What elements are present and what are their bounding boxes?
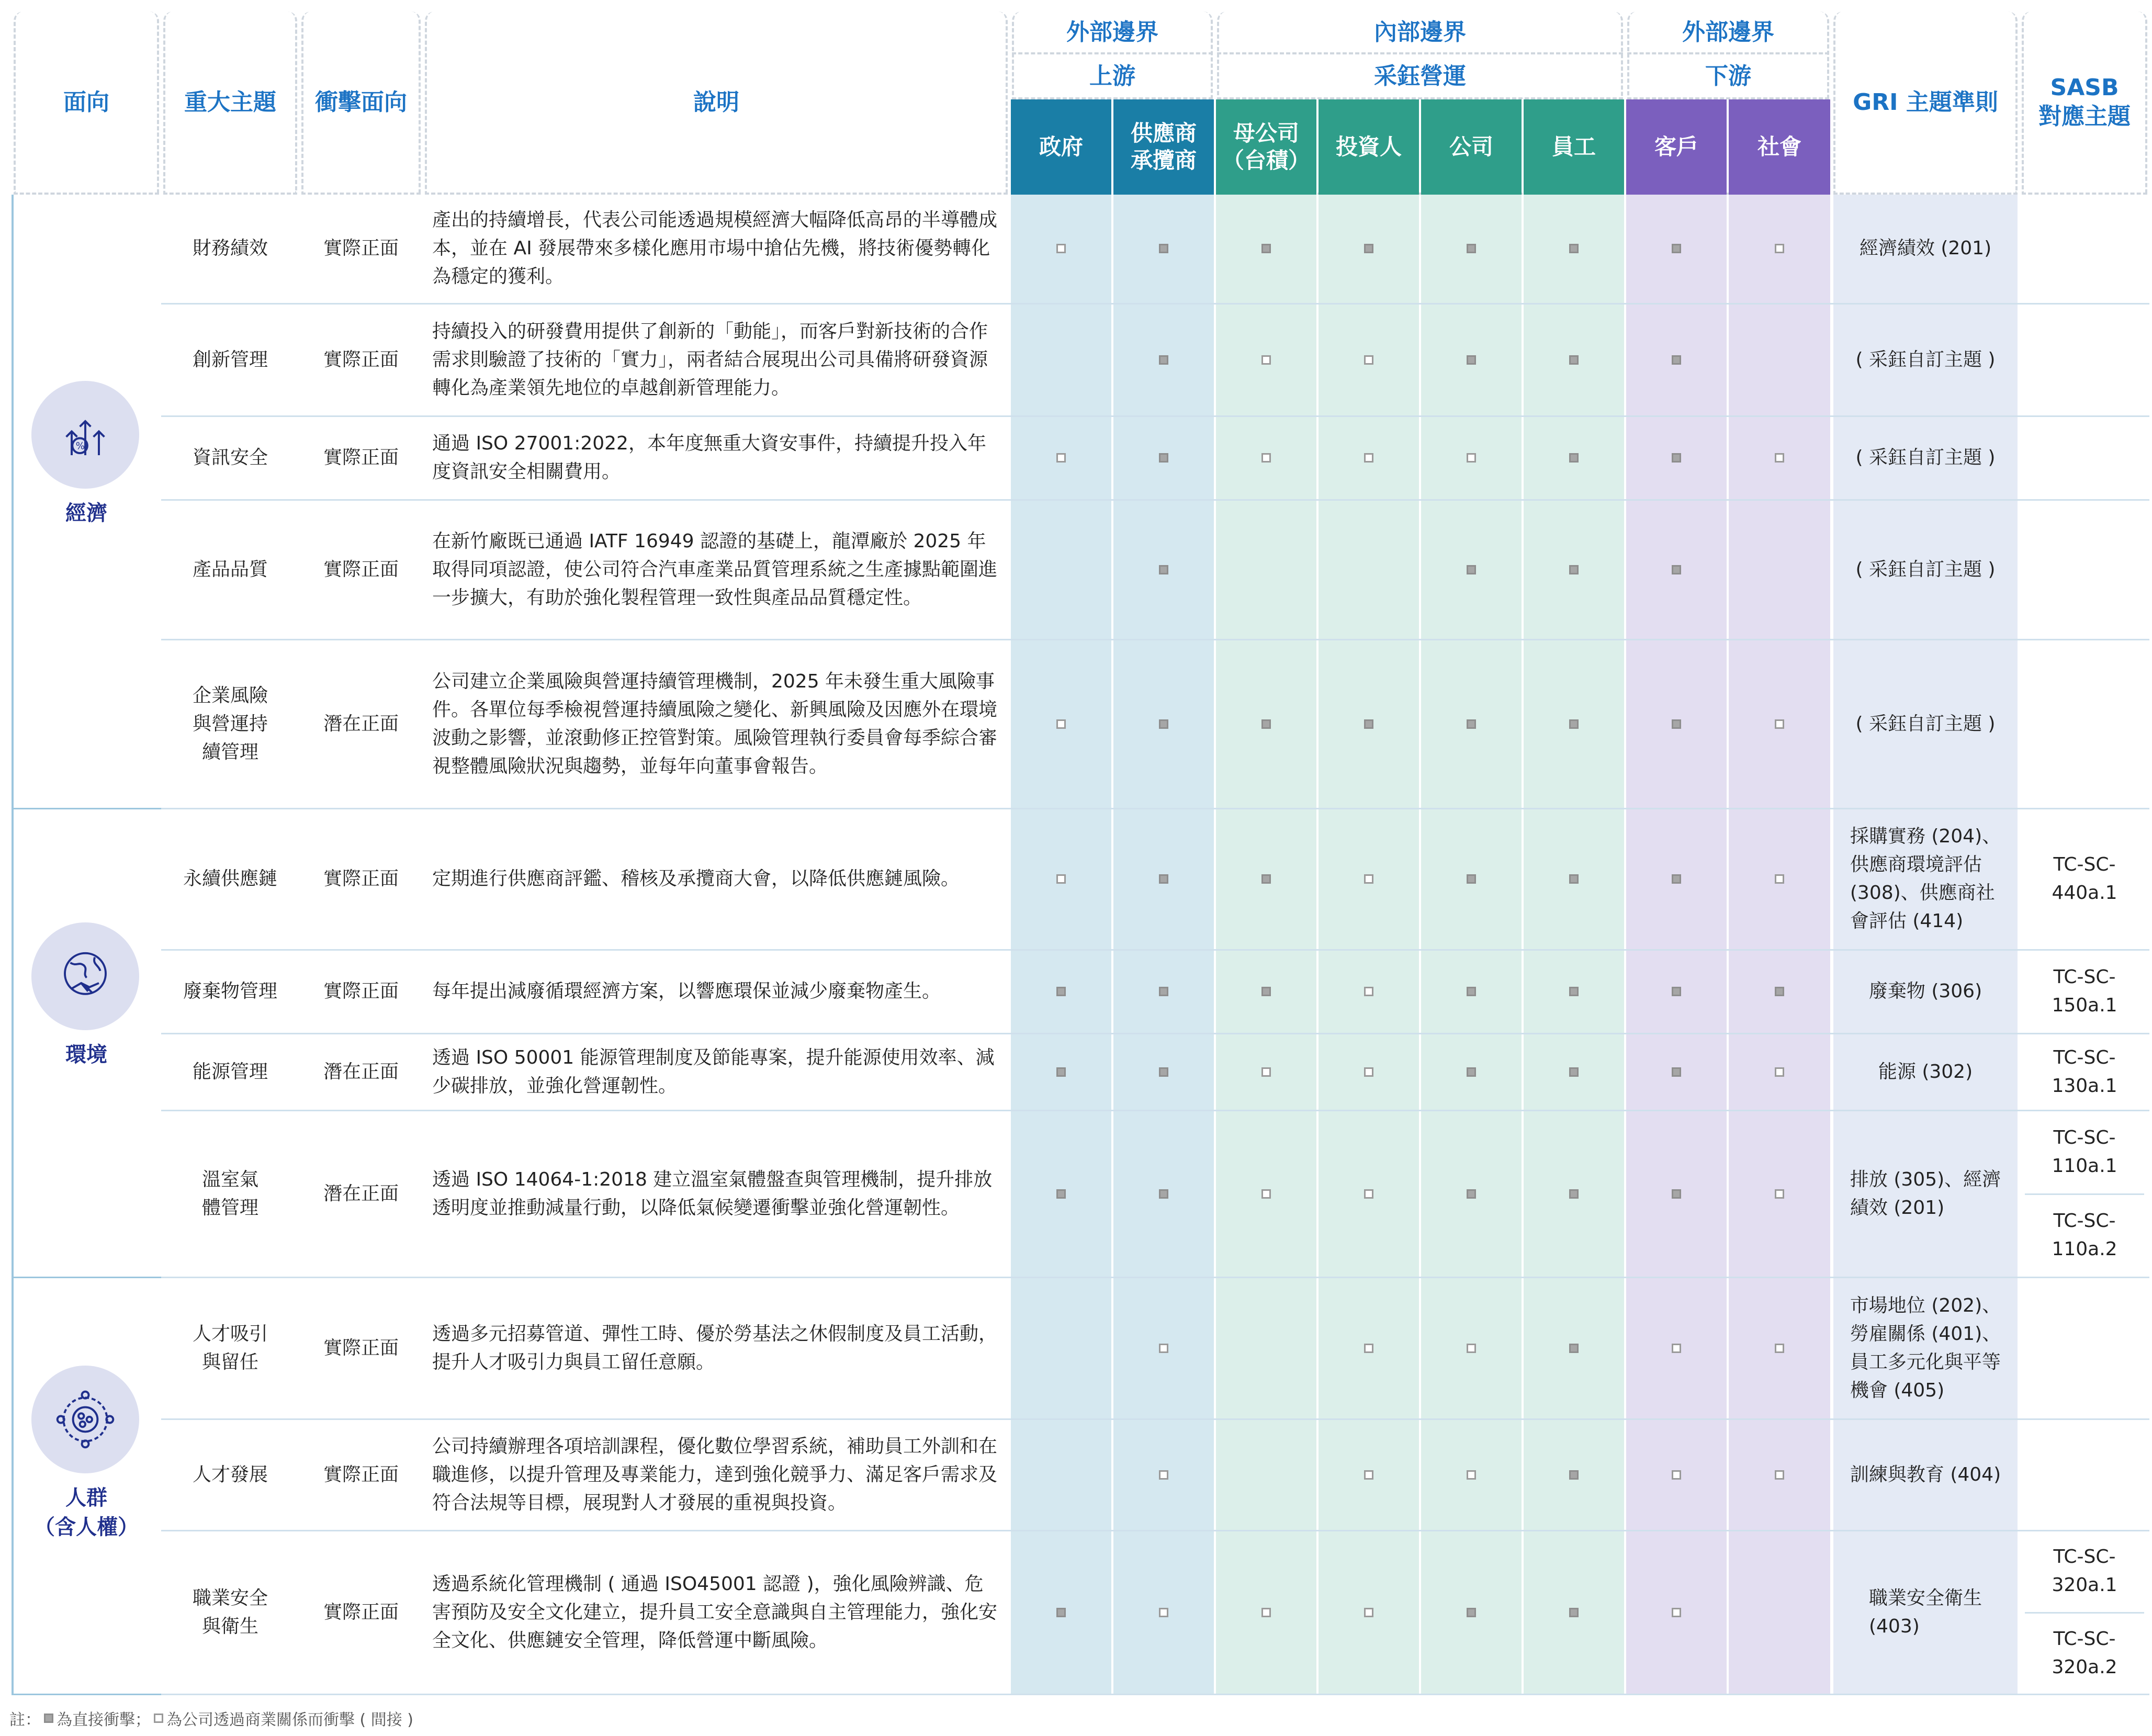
gri-cell: ( 采鈺自訂主題 ) [1855, 348, 1996, 370]
direct-impact-mark [1159, 874, 1168, 884]
description-cell: 在新竹廠既已通過 IATF 16949 認證的基礎上，龍潭廠於 2025 年取得同項認證，使公司符合汽車產業品質管理系統之生產據點範圍進一步擴大，有助於強化製程管理一致性與產品品質穩定性。 [432, 530, 998, 608]
gri-header: GRI 主題準則 [1833, 12, 2018, 195]
direct-impact-mark [1672, 1189, 1681, 1199]
indirect-impact-mark [1364, 1189, 1373, 1199]
description-cell: 持續投入的研發費用提供了創新的「動能」，而客戶對新技術的合作需求則驗證了技術的「實力」，兩者結合展現出公司具備將研發資源轉化為產業領先地位的卓越創新管理能力。 [432, 320, 988, 399]
stakeholder-column-band [1113, 99, 1214, 1694]
impact-cell: 實際正面 [323, 1463, 399, 1485]
direct-impact-mark [1261, 874, 1271, 884]
indirect-impact-mark [1775, 453, 1784, 463]
direct-impact-mark [1569, 244, 1579, 253]
impact-cell: 潛在正面 [323, 713, 399, 735]
direct-impact-mark [1569, 987, 1579, 996]
direct-impact-mark [1569, 453, 1579, 463]
direct-impact-mark [1672, 874, 1681, 884]
direct-impact-mark [1056, 987, 1066, 996]
indirect-impact-mark [1775, 1344, 1784, 1353]
direct-impact-mark [1159, 1067, 1168, 1077]
gri-cell: 採購實務 (204)、 供應商環境評估 (308)、供應商社 會評估 (414) [1850, 826, 2001, 932]
indirect-impact-mark [1364, 1608, 1373, 1617]
indirect-impact-mark [1056, 874, 1066, 884]
economy-growth-icon [31, 381, 139, 489]
indirect-impact-mark [1261, 1189, 1271, 1199]
sasb-cell: TC-SC- 150a.1 [2052, 966, 2117, 1016]
aspect-label: 環境 [65, 1043, 107, 1067]
topic-cell: 職業安全 與衛生 [192, 1587, 268, 1637]
gri-cell: ( 采鈺自訂主題 ) [1855, 713, 1996, 735]
direct-impact-mark [1569, 355, 1579, 365]
indirect-impact-mark [1261, 355, 1271, 365]
svg-text:%: % [75, 440, 85, 452]
description-header: 說明 [425, 12, 1008, 195]
impact-cell: 潛在正面 [323, 1182, 399, 1204]
stakeholder-column-band [1626, 99, 1727, 1694]
stakeholder-header: 客戶 [1626, 99, 1727, 195]
aspect-header: 面向 [14, 12, 159, 195]
impact-cell: 實際正面 [323, 1337, 399, 1359]
impact-cell: 實際正面 [323, 348, 399, 370]
description-cell: 透過多元招募管道、彈性工時、優於勞基法之休假制度及員工活動，提升人才吸引力與員工留任意願。 [432, 1323, 998, 1373]
direct-impact-mark [1467, 987, 1476, 996]
description-cell: 透過系統化管理機制 ( 通過 ISO45001 認證 )，強化風險辨識、危害預防及安全文化建立，提升員工安全意識與自主管理能力，強化安全文化、供應鏈安全管理，降低營運中斷風險。 [432, 1573, 998, 1651]
direct-impact-mark [1672, 719, 1681, 729]
sasb-cell: TC-SC- 440a.1 [2052, 854, 2117, 904]
indirect-impact-mark [1775, 719, 1784, 729]
sasb-separator [2025, 1193, 2144, 1195]
sasb-header: SASB 對應主題 [2022, 12, 2147, 195]
sasb-cell: TC-SC- 320a.2 [2052, 1628, 2117, 1678]
impact-cell: 潛在正面 [323, 1061, 399, 1083]
indirect-impact-mark [1056, 719, 1066, 729]
direct-impact-mark [1364, 244, 1373, 253]
indirect-impact-mark [1672, 1470, 1681, 1480]
gri-cell: 排放 (305)、經濟 績效 (201) [1850, 1168, 2001, 1219]
indirect-impact-mark [1467, 1470, 1476, 1480]
operations-stage-label: 采鈺營運 [1217, 54, 1623, 99]
indirect-impact-mark [1364, 453, 1373, 463]
direct-impact-mark [1672, 453, 1681, 463]
topic-cell: 永續供應鏈 [183, 868, 277, 889]
sasb-cell: TC-SC- 110a.2 [2052, 1210, 2117, 1260]
indirect-impact-mark [1261, 1067, 1271, 1077]
topic-cell: 企業風險 與營運持 續管理 [192, 684, 268, 763]
gri-cell: 市場地位 (202)、 勞雇關係 (401)、 員工多元化與平等 機會 (405) [1850, 1294, 2001, 1401]
direct-impact-mark [1467, 1067, 1476, 1077]
direct-impact-mark [1159, 719, 1168, 729]
direct-impact-mark [1159, 355, 1168, 365]
indirect-impact-mark [1364, 1344, 1373, 1353]
earth-handshake-icon [31, 922, 139, 1030]
impact-cell: 實際正面 [323, 558, 399, 580]
sasb-cell: TC-SC- 130a.1 [2052, 1046, 2117, 1097]
impact-cell: 實際正面 [323, 868, 399, 889]
direct-impact-mark [1569, 874, 1579, 884]
aspect-separator [12, 1277, 161, 1278]
direct-impact-mark [1672, 565, 1681, 574]
impact-cell: 實際正面 [323, 238, 399, 259]
direct-impact-mark [1569, 1608, 1579, 1617]
indirect-impact-legend-mark [154, 1714, 163, 1723]
impact-header: 衝擊面向 [301, 12, 421, 195]
sasb-cell: TC-SC- 320a.1 [2052, 1546, 2117, 1596]
direct-impact-mark [1364, 719, 1373, 729]
direct-impact-mark [1159, 453, 1168, 463]
gri-cell: 訓練與教育 (404) [1850, 1463, 2001, 1485]
direct-impact-mark [1261, 987, 1271, 996]
topic-cell: 能源管理 [192, 1061, 268, 1083]
aspect-label: 人群 （含人權） [34, 1485, 139, 1539]
footnote [9, 1707, 413, 1730]
indirect-impact-mark [1467, 1344, 1476, 1353]
direct-impact-mark [1775, 987, 1784, 996]
direct-impact-mark [1672, 244, 1681, 253]
stakeholder-header: 社會 [1729, 99, 1830, 195]
direct-impact-mark [1159, 987, 1168, 996]
topic-cell: 創新管理 [192, 348, 268, 370]
stakeholder-header: 投資人 [1319, 99, 1419, 195]
direct-impact-mark [1159, 1189, 1168, 1199]
direct-impact-mark [1672, 1067, 1681, 1077]
indirect-impact-mark [1056, 244, 1066, 253]
gri-cell: 能源 (302) [1878, 1061, 1973, 1083]
indirect-impact-mark [1159, 1470, 1168, 1480]
direct-impact-mark [1056, 1067, 1066, 1077]
stakeholder-header: 供應商 承攬商 [1113, 99, 1214, 195]
stakeholder-header: 員工 [1524, 99, 1624, 195]
downstream-stage-label: 下游 [1627, 54, 1829, 99]
stakeholder-header: 母公司 （台積） [1216, 99, 1316, 195]
direct-impact-mark [1569, 1470, 1579, 1480]
topic-cell: 溫室氣 體管理 [201, 1168, 258, 1219]
sasb-cell: TC-SC- 110a.1 [2052, 1126, 2117, 1177]
indirect-impact-mark [1364, 1067, 1373, 1077]
topic-cell: 財務績效 [192, 238, 268, 259]
direct-impact-mark [1056, 1189, 1066, 1199]
gri-cell: 經濟績效 (201) [1859, 238, 1992, 259]
direct-impact-mark [1569, 1344, 1579, 1353]
direct-impact-mark [1467, 1189, 1476, 1199]
direct-impact-mark [1056, 1608, 1066, 1617]
direct-impact-mark [1159, 565, 1168, 574]
description-cell: 透過 ISO 50001 能源管理制度及節能專案，提升能源使用效率、減少碳排放，並強化營運韌性。 [432, 1046, 995, 1097]
impact-cell: 實際正面 [323, 1601, 399, 1623]
aspect-separator [12, 1694, 161, 1695]
indirect-impact-mark [1775, 874, 1784, 884]
impact-cell: 實際正面 [323, 447, 399, 468]
direct-impact-mark [1569, 1189, 1579, 1199]
direct-impact-mark [1261, 244, 1271, 253]
indirect-impact-mark [1364, 1470, 1373, 1480]
footnote-prefix: 註： [9, 1711, 41, 1729]
stakeholder-column-band [1729, 99, 1830, 1694]
topic-cell: 資訊安全 [192, 447, 268, 468]
operations-boundary-label: 內部邊界 [1217, 12, 1623, 54]
stakeholder-column-band [1216, 99, 1316, 1694]
description-cell: 定期進行供應商評鑑、稽核及承攬商大會，以降低供應鏈風險。 [432, 868, 960, 889]
indirect-impact-mark [1364, 874, 1373, 884]
aspect-label: 經濟 [65, 501, 107, 525]
topic-cell: 人才吸引 與留任 [192, 1323, 268, 1373]
gri-cell: ( 采鈺自訂主題 ) [1855, 558, 1996, 580]
gri-cell: ( 采鈺自訂主題 ) [1855, 447, 1996, 468]
direct-impact-mark [1467, 355, 1476, 365]
description-cell: 公司持續辦理各項培訓課程，優化數位學習系統，補助員工外訓和在職進修，以提升管理及專業能力，達到強化競爭力、滿足客戶需求及符合法規等目標，展現對人才發展的重視與投資。 [432, 1435, 998, 1514]
topic-cell: 產品品質 [192, 558, 268, 580]
indirect-impact-mark [1056, 453, 1066, 463]
indirect-impact-mark [1467, 453, 1476, 463]
direct-impact-mark [1569, 1067, 1579, 1077]
indirect-impact-mark [1775, 244, 1784, 253]
indirect-impact-mark [1261, 453, 1271, 463]
footnote-indirect: 為公司透過商業關係而衝擊 ( 間接 ) [166, 1711, 414, 1729]
indirect-impact-mark [1261, 1608, 1271, 1617]
indirect-impact-mark [1672, 1344, 1681, 1353]
gri-cell: 廢棄物 (306) [1868, 980, 1982, 1002]
description-cell: 公司建立企業風險與營運持續管理機制，2025 年未發生重大風險事件。各單位每季檢視營運持續風險之變化、新興風險及因應外在環境波動之影響，並滾動修正控管對策。風險管理執行委員會每季綜合審視整體風險狀況與趨勢，並每年向董事會報告。 [432, 670, 998, 777]
description-cell: 通過 ISO 27001:2022，本年度無重大資安事件，持續提升投入年度資訊安全相關費用。 [432, 433, 986, 482]
indirect-impact-mark [1775, 1470, 1784, 1480]
stakeholder-column-band [1011, 99, 1111, 1694]
direct-impact-mark [1261, 719, 1271, 729]
topic-cell: 廢棄物管理 [183, 980, 277, 1002]
people-network-icon [31, 1366, 139, 1473]
direct-impact-mark [1467, 565, 1476, 574]
aspect-separator [12, 808, 161, 809]
indirect-impact-mark [1159, 1608, 1168, 1617]
sasb-separator [2025, 1612, 2144, 1614]
indirect-impact-mark [1775, 1189, 1784, 1199]
description-cell: 產出的持續增長，代表公司能透過規模經濟大幅降低高昂的半導體成本，並在 AI 發展帶來多樣化應用市場中搶佔先機，將技術優勢轉化為穩定的獲利。 [432, 209, 998, 287]
impact-cell: 實際正面 [323, 980, 399, 1002]
direct-impact-legend-mark [44, 1714, 53, 1723]
stakeholder-header: 政府 [1011, 99, 1111, 195]
direct-impact-mark [1672, 355, 1681, 365]
indirect-impact-mark [1672, 1608, 1681, 1617]
description-cell: 透過 ISO 14064-1:2018 建立溫室氣體盤查與管理機制，提升排放透明度並推動減量行動，以降低氣候變遷衝擊並強化營運韌性。 [432, 1168, 993, 1219]
stakeholder-column-band [1421, 99, 1522, 1694]
direct-impact-mark [1672, 987, 1681, 996]
direct-impact-mark [1467, 874, 1476, 884]
direct-impact-mark [1467, 719, 1476, 729]
direct-impact-mark [1569, 719, 1579, 729]
aspect-column-border [12, 195, 14, 1694]
stakeholder-column-band [1319, 99, 1419, 1694]
downstream-boundary-label: 外部邊界 [1627, 12, 1829, 54]
direct-impact-mark [1467, 1608, 1476, 1617]
footnote-direct: 為直接衝擊； [57, 1711, 151, 1729]
topic-cell: 人才發展 [192, 1463, 268, 1485]
stakeholder-header: 公司 [1421, 99, 1522, 195]
gri-cell: 職業安全衛生 (403) [1868, 1587, 1982, 1637]
upstream-stage-label: 上游 [1012, 54, 1213, 99]
indirect-impact-mark [1364, 987, 1373, 996]
topic-header: 重大主題 [163, 12, 297, 195]
description-cell: 每年提出減廢循環經濟方案，以響應環保並減少廢棄物產生。 [432, 980, 941, 1002]
direct-impact-mark [1569, 565, 1579, 574]
indirect-impact-mark [1364, 355, 1373, 365]
indirect-impact-mark [1775, 1067, 1784, 1077]
direct-impact-mark [1159, 244, 1168, 253]
direct-impact-mark [1467, 244, 1476, 253]
indirect-impact-mark [1159, 1344, 1168, 1353]
upstream-boundary-label: 外部邊界 [1012, 12, 1213, 54]
stakeholder-column-band [1524, 99, 1624, 1694]
